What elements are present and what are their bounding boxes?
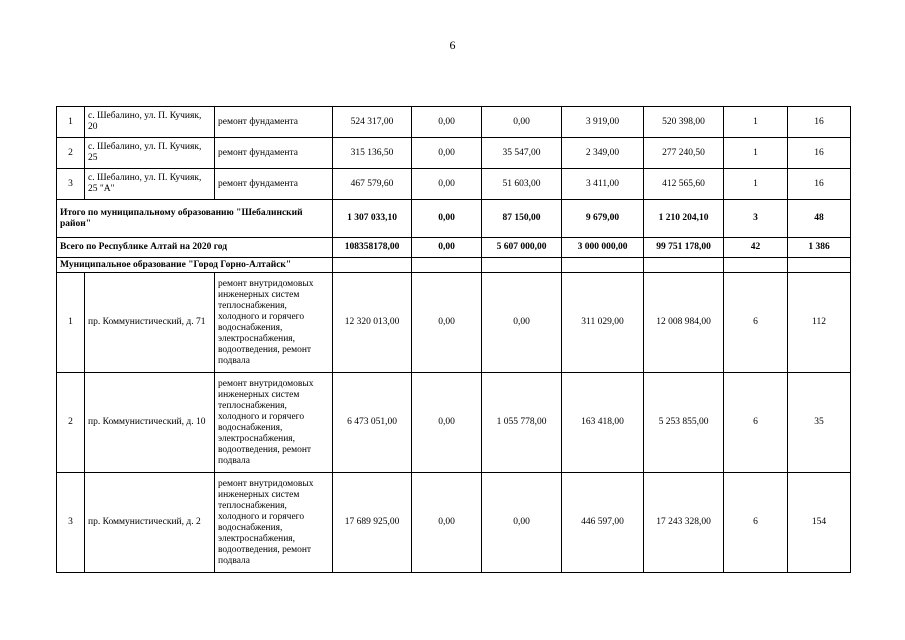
row-number: 3 bbox=[57, 473, 85, 573]
address-cell: с. Шебалино, ул. П. Кучияк, 25 bbox=[85, 138, 215, 169]
value-cell: 163 418,00 bbox=[562, 373, 644, 473]
value-cell: 0,00 bbox=[412, 200, 482, 238]
table-row bbox=[57, 138, 851, 169]
value-cell: 0,00 bbox=[412, 473, 482, 573]
value-cell: 99 751 178,00 bbox=[644, 238, 724, 258]
value-cell: 0,00 bbox=[412, 273, 482, 373]
table-row bbox=[57, 473, 851, 573]
work-type-cell: ремонт фундамента bbox=[215, 138, 333, 169]
count-cell: 48 bbox=[788, 200, 851, 238]
grand-total-label: Всего по Республике Алтай на 2020 год bbox=[57, 238, 333, 258]
repair-program-table bbox=[56, 106, 851, 573]
address-cell: с. Шебалино, ул. П. Кучияк, 20 bbox=[85, 107, 215, 138]
count-cell: 1 bbox=[724, 169, 788, 200]
value-cell: 0,00 bbox=[412, 169, 482, 200]
total-cost-cell: 17 689 925,00 bbox=[333, 473, 412, 573]
row-number: 2 bbox=[57, 373, 85, 473]
value-cell: 277 240,50 bbox=[644, 138, 724, 169]
count-cell: 42 bbox=[724, 238, 788, 258]
count-cell: 16 bbox=[788, 169, 851, 200]
value-cell: 12 008 984,00 bbox=[644, 273, 724, 373]
value-cell: 5 253 855,00 bbox=[644, 373, 724, 473]
table-row bbox=[57, 373, 851, 473]
empty-cell bbox=[412, 258, 482, 273]
value-cell: 0,00 bbox=[412, 373, 482, 473]
work-type-cell: ремонт внутридомовых инженерных систем теплоснабжения, холодного и горячего водоснабжения, электроснабжения, водоотведения, ремонт подвала bbox=[215, 373, 333, 473]
work-type-cell: ремонт внутридомовых инженерных систем теплоснабжения, холодного и горячего водоснабжения, электроснабжения, водоотведения, ремонт подвала bbox=[215, 473, 333, 573]
count-cell: 1 386 bbox=[788, 238, 851, 258]
value-cell: 1 055 778,00 bbox=[482, 373, 562, 473]
value-cell: 87 150,00 bbox=[482, 200, 562, 238]
count-cell: 6 bbox=[724, 273, 788, 373]
row-number: 1 bbox=[57, 107, 85, 138]
count-cell: 6 bbox=[724, 473, 788, 573]
value-cell: 3 919,00 bbox=[562, 107, 644, 138]
count-cell: 35 bbox=[788, 373, 851, 473]
empty-cell bbox=[333, 258, 412, 273]
section-header: Муниципальное образование "Город Горно-Алтайск" bbox=[57, 258, 333, 273]
subtotal-label: Итого по муниципальному образованию "Шебалинский район" bbox=[57, 200, 333, 238]
value-cell: 2 349,00 bbox=[562, 138, 644, 169]
count-cell: 1 bbox=[724, 107, 788, 138]
count-cell: 16 bbox=[788, 138, 851, 169]
value-cell: 3 411,00 bbox=[562, 169, 644, 200]
address-cell: пр. Коммунистический, д. 71 bbox=[85, 273, 215, 373]
total-cost-cell: 1 307 033,10 bbox=[333, 200, 412, 238]
empty-cell bbox=[644, 258, 724, 273]
value-cell: 3 000 000,00 bbox=[562, 238, 644, 258]
total-cost-cell: 6 473 051,00 bbox=[333, 373, 412, 473]
value-cell: 0,00 bbox=[412, 107, 482, 138]
value-cell: 0,00 bbox=[482, 473, 562, 573]
count-cell: 112 bbox=[788, 273, 851, 373]
subtotal-row bbox=[57, 200, 851, 238]
value-cell: 520 398,00 bbox=[644, 107, 724, 138]
value-cell: 9 679,00 bbox=[562, 200, 644, 238]
value-cell: 5 607 000,00 bbox=[482, 238, 562, 258]
work-type-cell: ремонт фундамента bbox=[215, 107, 333, 138]
table-row bbox=[57, 107, 851, 138]
grand-total-row bbox=[57, 238, 851, 258]
total-cost-cell: 108358178,00 bbox=[333, 238, 412, 258]
count-cell: 154 bbox=[788, 473, 851, 573]
value-cell: 311 029,00 bbox=[562, 273, 644, 373]
work-type-cell: ремонт внутридомовых инженерных систем теплоснабжения, холодного и горячего водоснабжения, электроснабжения, водоотведения, ремонт подвала bbox=[215, 273, 333, 373]
empty-cell bbox=[482, 258, 562, 273]
row-number: 2 bbox=[57, 138, 85, 169]
empty-cell bbox=[562, 258, 644, 273]
work-type-cell: ремонт фундамента bbox=[215, 169, 333, 200]
count-cell: 16 bbox=[788, 107, 851, 138]
empty-cell bbox=[724, 258, 788, 273]
value-cell: 35 547,00 bbox=[482, 138, 562, 169]
value-cell: 17 243 328,00 bbox=[644, 473, 724, 573]
page-number: 6 bbox=[449, 38, 456, 52]
total-cost-cell: 12 320 013,00 bbox=[333, 273, 412, 373]
value-cell: 0,00 bbox=[412, 238, 482, 258]
section-header-row bbox=[57, 258, 851, 273]
value-cell: 0,00 bbox=[482, 273, 562, 373]
address-cell: пр. Коммунистический, д. 10 bbox=[85, 373, 215, 473]
table-row bbox=[57, 273, 851, 373]
table-row bbox=[57, 169, 851, 200]
count-cell: 3 bbox=[724, 200, 788, 238]
value-cell: 412 565,60 bbox=[644, 169, 724, 200]
value-cell: 446 597,00 bbox=[562, 473, 644, 573]
total-cost-cell: 524 317,00 bbox=[333, 107, 412, 138]
total-cost-cell: 315 136,50 bbox=[333, 138, 412, 169]
count-cell: 1 bbox=[724, 138, 788, 169]
value-cell: 0,00 bbox=[412, 138, 482, 169]
empty-cell bbox=[788, 258, 851, 273]
value-cell: 51 603,00 bbox=[482, 169, 562, 200]
count-cell: 6 bbox=[724, 373, 788, 473]
value-cell: 0,00 bbox=[482, 107, 562, 138]
row-number: 3 bbox=[57, 169, 85, 200]
address-cell: пр. Коммунистический, д. 2 bbox=[85, 473, 215, 573]
row-number: 1 bbox=[57, 273, 85, 373]
value-cell: 1 210 204,10 bbox=[644, 200, 724, 238]
address-cell: с. Шебалино, ул. П. Кучияк, 25 "А" bbox=[85, 169, 215, 200]
total-cost-cell: 467 579,60 bbox=[333, 169, 412, 200]
